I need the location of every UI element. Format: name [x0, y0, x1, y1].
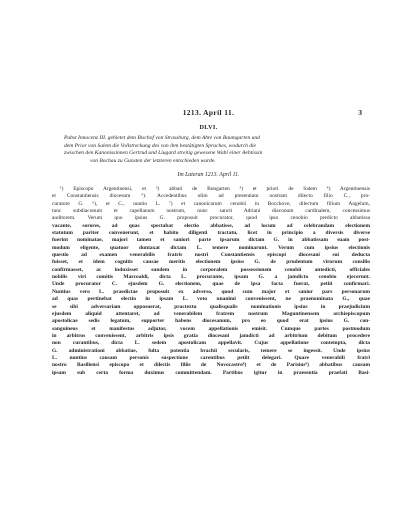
- running-head: 1213. April 11.: [182, 108, 235, 117]
- body-line: nobilis viri comitis Marcoaldi, dicta L. procurante, ipsam G. a jamdicto cenobio ejecerunt.: [52, 274, 370, 281]
- body-line: nostro Basiliensi episcopo et dilectis filiis de Novocastro⁸) et de Parisius⁹) abbatibus causam: [52, 362, 370, 369]
- body-line: in arbitros convenissent, arbitris ipsis gratia diocesani jamdicti ad arbitrium debitum procedere: [52, 332, 370, 339]
- body-line: confirmasset, ac induxisset eandem in corporalem possessionem cenobii antedicti, officiales: [52, 266, 370, 273]
- body-line: ad quas pertinebat electio in ipsam L. voto unanimi convenissent, ne praenominata G., quae: [52, 296, 370, 303]
- body-line: ejusdem aliquid attentaret, ad venerabilem fratrem nostrum Maguntinensem archiepiscopum: [52, 310, 370, 317]
- summary-line: von Bochau zu Gunsten der letzteren entschieden wurde.: [90, 157, 216, 164]
- body-line: vacante, sorores, ad quas spectabat electio abbatisse, ad locum ad celebrandam electionem: [52, 222, 370, 229]
- summary-line: Pabst Innocenz III. gebietet dem Bischof von Strassburg, dem Abte von Baumgarten und: [64, 135, 260, 141]
- summary-line: zwischen den Kanonissinnen Gertrud und Liugard streitig gewesene Wahl einer Aebtissin: [64, 150, 263, 156]
- body-line: modum eligente, quatuor duntaxat dictam L. temere nominarunt. Verum cum ipsius electionis: [52, 244, 370, 251]
- document-body: [52, 186, 370, 377]
- body-line: fuerint nominatae, majori tamen et saniori parte ipsarum dictam G. in abbatissam suam post-: [52, 237, 370, 244]
- summary-line: dem Prior von Salem die Vollstreckung des von ihm bestätigten Spruches, wodurch die: [64, 142, 257, 149]
- body-line: sanguineus et manifestus adjutor, vocem appellationis emisit. Cumque partes postmodum: [52, 325, 370, 332]
- body-line: non curantibus, dicta L. sedem apostolicam appellavit. Cujus appellatione contempta, dicta: [52, 340, 370, 347]
- body-line: Unde procurator C. ejusdem G. electionem, quae de ipsa facta fuerat, petiit confirmari.: [52, 281, 370, 288]
- document-number: DLVI.: [199, 124, 218, 131]
- body-line: curatore G. ⁶), et C., nuntio L. ⁷) et canonicarum cenobii in Bocchove, dilectum filium Angelum,: [52, 200, 370, 207]
- body-line: ¹) Episcopo Argentinensi, et ²) abbati de Bongarten ³) et priori de Salem ⁴) Argentinensis: [60, 186, 370, 192]
- body-line: fuisset, et idem cognitis causae meritis electionem ipsius G. de prudentum virorum consilio: [52, 259, 370, 266]
- dateline: Im Lateran 1213. April 11.: [177, 172, 240, 178]
- body-line: ipsam sub certa forma duximus committendam. Partibus igitur in praesentia praefati Basi-: [52, 369, 370, 376]
- page-number: 3: [358, 108, 362, 117]
- body-line: questio ad examen venerabilis fratris nostri Constantiensis episcopi diocesani sui deducta: [52, 252, 370, 259]
- body-line: et Constantiensis diocesum ⁵). Accedentibus olim ad presentiam nostram dilecto filio C., pro-: [52, 193, 370, 200]
- body-line: tunc subdiaconum et capellanum nostrum, nunc sancti Adriani diaconum cardinalem, concessimus: [52, 208, 370, 215]
- body-line: Nuntius vero L. praedictae proposuit ex adverso, quod cum major et sanior pars personarum: [52, 288, 370, 295]
- page-header: [0, 108, 417, 120]
- body-line: G. administrationi abbatiae, fulta potentia brachii secularis, temere se ingessit. Unde ipsius: [52, 347, 370, 354]
- document-summary: [64, 135, 360, 165]
- body-line: auditorem. Verum quo ipsius G. proposuit procurator, quod ipso cenobio predicto abbatissa: [52, 215, 370, 222]
- body-line: statutum pariter convenerunt, et habito diligenti tractatu, licet in principio a diversis diverse: [52, 230, 370, 237]
- body-line: apostolicae sedis legatum, supporter habens diocesanum, pro eo quod erat ipsius G. con-: [52, 318, 370, 325]
- body-line: L. nuntius causam personis suspectione carentibus petiit delegari. Quare venerabili fratri: [52, 354, 370, 361]
- body-line: se sibi adversariam opposuerat, practextu qualisqualis nominationis ipsius in praejudicium: [52, 303, 370, 310]
